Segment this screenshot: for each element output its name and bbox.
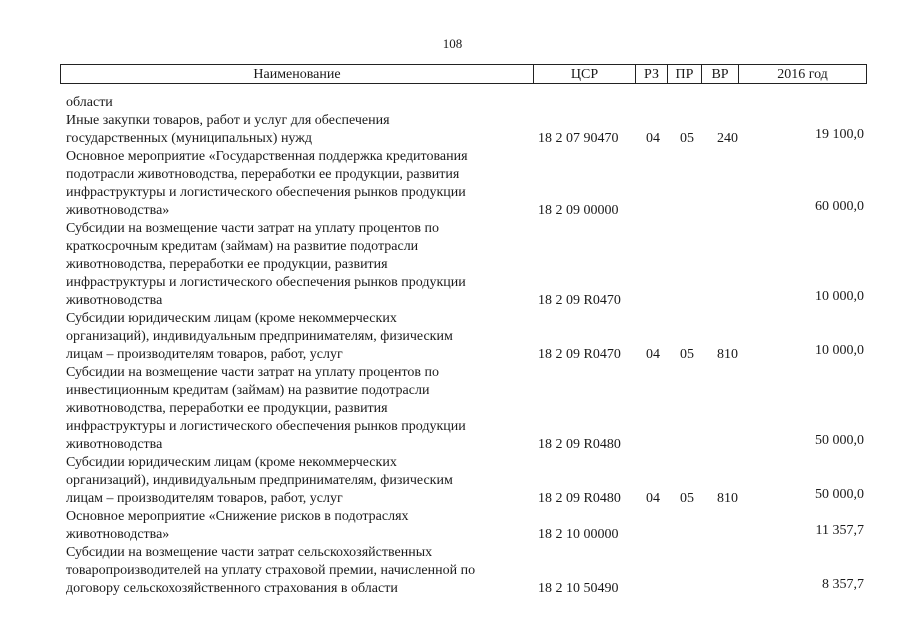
header-rz: РЗ [636,65,668,84]
row-csr: 18 2 09 00000 [538,203,619,218]
row-csr: 18 2 09 R0470 [538,347,621,362]
row-name-line: животноводства [66,437,163,452]
row-pr: 05 [680,347,694,362]
row-name-line: животноводства, переработки ее продукции, развития [66,401,388,416]
row-csr: 18 2 07 90470 [538,131,619,146]
row-name-line: Основное мероприятие «Снижение рисков в подотраслях [66,509,409,524]
row-name [66,220,514,310]
row-name-line: инфраструктуры и логистического обеспечения рынков продукции [66,185,466,200]
table-row [0,112,905,148]
row-name-line: Иные закупки товаров, работ и услуг для обеспечения [66,113,390,128]
row-csr: 18 2 09 R0480 [538,491,621,506]
table-row [0,148,905,220]
row-name [66,544,514,598]
row-name-line: Субсидии юридическим лицам (кроме некоммерческих [66,455,397,470]
table-row [0,544,905,598]
row-csr: 18 2 09 R0470 [538,293,621,308]
page-number: 108 [442,36,463,51]
row-amount: 50 000,0 [815,433,864,448]
row-name-line: животноводства, переработки ее продукции, развития [66,257,388,272]
row-rz: 04 [646,491,660,506]
row-name-line: организаций), индивидуальным предпринимателям, физическим [66,473,453,488]
row-name-line: лицам – производителям товаров, работ, услуг [66,491,343,506]
row-name [66,310,514,364]
row-vr: 810 [717,491,738,506]
row-name [66,364,514,454]
row-amount: 10 000,0 [815,343,864,358]
row-name [66,148,514,220]
table-row [0,220,905,310]
row-name-line: договору сельскохозяйственного страхования в области [66,581,398,596]
row-csr: 18 2 10 50490 [538,581,619,596]
row-name-line: области [66,95,113,110]
row-name-line: краткосрочным кредитам (займам) на развитие подотрасли [66,239,419,254]
table-row [0,310,905,364]
row-name-line: Основное мероприятие «Государственная поддержка кредитования [66,149,468,164]
row-name [66,112,514,148]
row-name-line: Субсидии юридическим лицам (кроме некоммерческих [66,311,397,326]
row-name [66,94,514,112]
row-name-line: Субсидии на возмещение части затрат на уплату процентов по [66,365,439,380]
header-pr: ПР [668,65,702,84]
row-csr: 18 2 09 R0480 [538,437,621,452]
header-csr: ЦСР [534,65,636,84]
row-amount: 19 100,0 [815,127,864,142]
table-row [0,508,905,544]
row-amount: 8 357,7 [822,577,864,592]
row-name-line: инфраструктуры и логистического обеспечения рынков продукции [66,275,466,290]
table-row [0,454,905,508]
row-amount: 11 357,7 [815,523,864,538]
row-name-line: организаций), индивидуальным предпринимателям, физическим [66,329,453,344]
row-name [66,508,514,544]
table-header [60,64,867,84]
row-vr: 810 [717,347,738,362]
row-name-line: товаропроизводителей на уплату страховой премии, начисленной по [66,563,476,578]
row-name-line: инвестиционным кредитам (займам) на развитие подотрасли [66,383,430,398]
row-name-line: подотрасли животноводства, переработки ее продукции, развития [66,167,460,182]
row-rz: 04 [646,131,660,146]
table-row [0,94,905,112]
header-vr: ВР [702,65,739,84]
row-name-line: инфраструктуры и логистического обеспечения рынков продукции [66,419,466,434]
row-rz: 04 [646,347,660,362]
row-amount: 60 000,0 [815,199,864,214]
row-amount: 50 000,0 [815,487,864,502]
header-name: Наименование [61,65,534,84]
row-amount: 10 000,0 [815,289,864,304]
row-name-line: животноводства» [66,527,170,542]
table-row [0,364,905,454]
row-name [66,454,514,508]
row-name-line: Субсидии на возмещение части затрат сельскохозяйственных [66,545,433,560]
row-name-line: животноводства» [66,203,170,218]
row-name-line: Субсидии на возмещение части затрат на уплату процентов по [66,221,439,236]
row-name-line: лицам – производителям товаров, работ, услуг [66,347,343,362]
row-vr: 240 [717,131,738,146]
row-pr: 05 [680,491,694,506]
row-pr: 05 [680,131,694,146]
row-name-line: государственных (муниципальных) нужд [66,131,313,146]
header-year: 2016 год [739,65,867,84]
row-name-line: животноводства [66,293,163,308]
row-csr: 18 2 10 00000 [538,527,619,542]
